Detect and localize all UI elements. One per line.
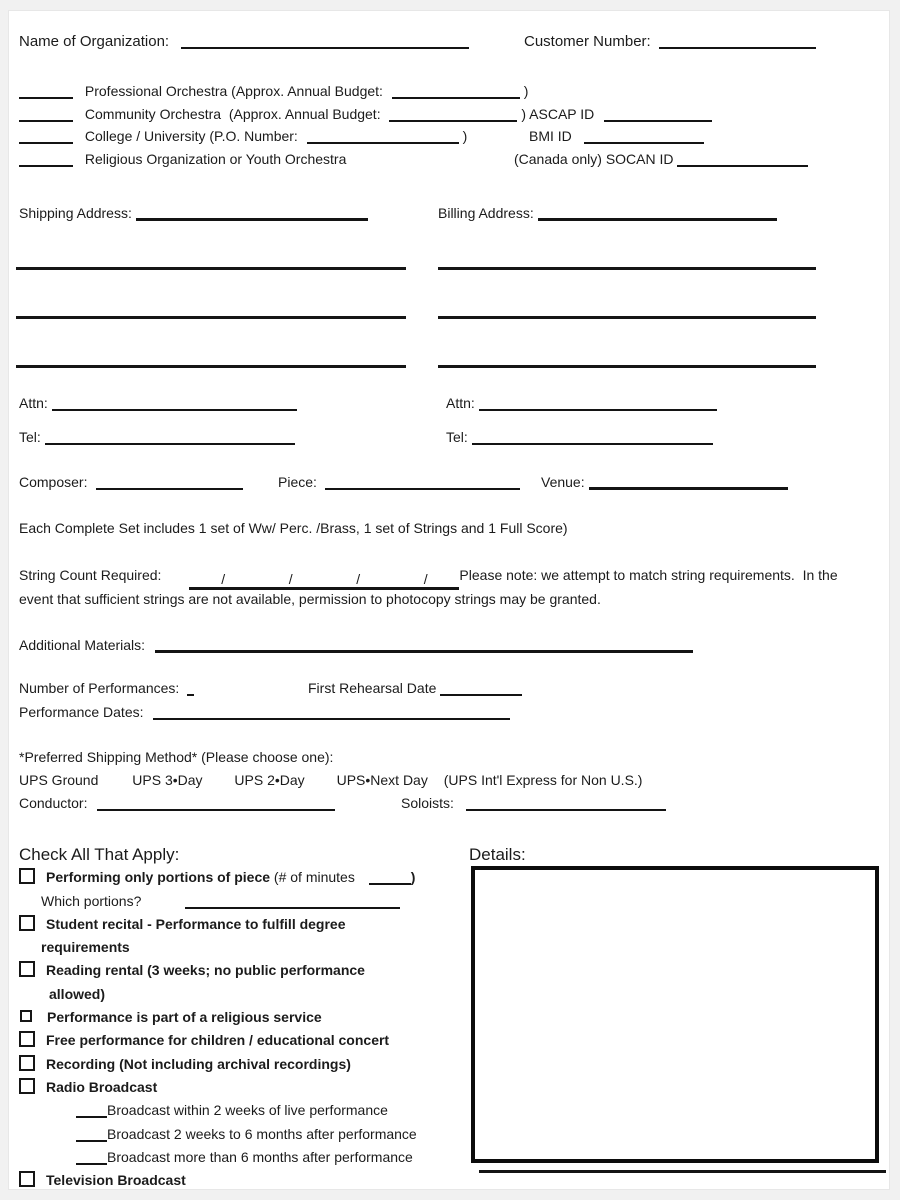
number-of-performances-field[interactable] xyxy=(187,681,194,696)
performance-dates-label: Performance Dates: xyxy=(19,704,144,720)
option-ups-intl-express: (UPS Int'l Express for Non U.S.) xyxy=(443,772,643,788)
item-performing-portions-label: Performing only portions of piece xyxy=(46,869,271,886)
additional-materials-label: Additional Materials: xyxy=(19,637,146,653)
tel-billing-group xyxy=(446,429,713,445)
item-television-broadcast-label: Television Broadcast xyxy=(46,1172,186,1189)
checkbox-student-recital[interactable] xyxy=(19,915,35,931)
shipping-method-title: *Preferred Shipping Method* (Please choose one): xyxy=(19,749,334,765)
item-free-performance-label: Free performance for children / educational concert xyxy=(46,1032,390,1049)
checklist-item-religious-service xyxy=(19,1006,467,1029)
college-close-paren: ) xyxy=(462,128,468,145)
first-rehearsal-date-field[interactable] xyxy=(440,681,522,696)
org-type-religious-row xyxy=(19,148,879,171)
attn-row xyxy=(19,395,879,411)
org-type-community-blank[interactable] xyxy=(19,107,73,122)
organization-name-field[interactable] xyxy=(181,34,469,49)
option-ups-next-day[interactable]: UPS•Next Day xyxy=(336,772,428,788)
first-rehearsal-group xyxy=(308,680,522,696)
org-type-college-blank[interactable] xyxy=(19,129,73,144)
piece-label: Piece: xyxy=(278,474,317,490)
billing-address-line-2[interactable] xyxy=(438,316,816,319)
minutes-label: (# of minutes xyxy=(273,869,355,886)
tel-row xyxy=(19,429,879,445)
broadcast-over-6months-blank[interactable] xyxy=(76,1150,107,1165)
checkbox-religious-service[interactable] xyxy=(20,1010,32,1022)
venue-group xyxy=(541,474,788,490)
conductor-field[interactable] xyxy=(97,796,335,811)
attn-shipping-field[interactable] xyxy=(52,396,297,411)
radio-broadcast-sub-1 xyxy=(19,1099,467,1122)
tel-billing-label: Tel: xyxy=(446,429,468,445)
details-box-shadow xyxy=(479,1170,886,1173)
performance-dates-row xyxy=(19,704,510,720)
header-row xyxy=(19,33,879,50)
broadcast-within-2-weeks-label: Broadcast within 2 weeks of live performance xyxy=(107,1102,388,1119)
checklist-item-reading-rental xyxy=(19,959,467,982)
customer-number-group xyxy=(524,33,816,50)
checklist-item-radio-broadcast xyxy=(19,1076,467,1099)
checklist-item-student-recital xyxy=(19,913,467,936)
org-type-college-row xyxy=(19,125,879,148)
checkbox-reading-rental[interactable] xyxy=(19,961,35,977)
broadcast-over-6months-label: Broadcast more than 6 months after performance xyxy=(107,1148,413,1165)
po-number-field[interactable] xyxy=(307,129,459,144)
string-count-field[interactable] xyxy=(189,571,459,590)
composer-label: Composer: xyxy=(19,474,88,490)
professional-close-paren: ) xyxy=(523,83,529,99)
bmi-id-label: BMI ID xyxy=(529,128,572,145)
bmi-id-field[interactable] xyxy=(584,129,704,144)
which-portions-row xyxy=(19,890,467,913)
string-note-line1: Please note: we attempt to match string requirements. In the xyxy=(459,567,838,583)
which-portions-field[interactable] xyxy=(185,894,400,909)
billing-address-line-3[interactable] xyxy=(438,365,816,368)
additional-materials-row xyxy=(19,637,693,653)
piece-group xyxy=(278,474,520,490)
string-count-row xyxy=(19,567,881,590)
bmi-id-group xyxy=(529,125,704,148)
org-type-section xyxy=(19,80,879,170)
billing-address-group xyxy=(438,205,777,221)
shipping-address-line-2[interactable] xyxy=(16,316,406,319)
conductor-soloists-row xyxy=(19,795,879,811)
broadcast-within-2-weeks-blank[interactable] xyxy=(76,1103,107,1118)
org-type-professional-blank[interactable] xyxy=(19,84,73,99)
shipping-address-field[interactable] xyxy=(136,205,368,221)
string-note-line2: event that sufficient strings are not available, permission to photocopy strings may be granted. xyxy=(19,591,601,607)
slash-divider: / xyxy=(423,571,428,587)
item-student-recital-label-cont: requirements xyxy=(41,939,130,956)
shipping-address-line-3[interactable] xyxy=(16,365,406,368)
org-type-professional-label: Professional Orchestra (Approx. Annual Budget: xyxy=(84,83,383,99)
composer-field[interactable] xyxy=(96,475,243,490)
minutes-close-paren: ) xyxy=(410,869,416,886)
soloists-group xyxy=(401,795,666,811)
checklist-item-free-performance xyxy=(19,1029,467,1052)
details-label: Details: xyxy=(469,845,526,864)
details-box[interactable] xyxy=(471,866,879,1163)
organization-name-label: Name of Organization: xyxy=(19,33,170,50)
shipping-address-line-1[interactable] xyxy=(16,267,406,270)
org-type-college-label: College / University (P.O. Number: xyxy=(84,128,298,145)
form-page xyxy=(8,10,890,1190)
complete-set-note: Each Complete Set includes 1 set of Ww/ Perc. /Brass, 1 set of Strings and 1 Full Score) xyxy=(19,520,568,536)
item-radio-broadcast-label: Radio Broadcast xyxy=(46,1078,158,1095)
checkbox-performing-portions[interactable] xyxy=(19,868,35,884)
ascap-id-field[interactable] xyxy=(604,107,712,122)
customer-number-label: Customer Number: xyxy=(524,33,651,50)
billing-address-label: Billing Address: xyxy=(438,205,534,221)
address-labels-row xyxy=(19,205,879,221)
piece-field[interactable] xyxy=(325,475,520,490)
shipping-address-label: Shipping Address: xyxy=(19,205,132,221)
billing-address-field[interactable] xyxy=(538,205,777,221)
item-reading-rental-label: Reading rental (3 weeks; no public performance xyxy=(46,962,365,979)
radio-broadcast-sub-3 xyxy=(19,1146,467,1169)
checkbox-television-broadcast[interactable] xyxy=(19,1171,35,1187)
venue-label: Venue: xyxy=(541,474,585,490)
radio-broadcast-sub-2 xyxy=(19,1123,467,1146)
community-budget-field[interactable] xyxy=(389,107,517,122)
tel-shipping-field[interactable] xyxy=(45,430,295,445)
billing-address-line-1[interactable] xyxy=(438,267,816,270)
option-ups-2day[interactable]: UPS 2•Day xyxy=(234,772,305,788)
checklist-title: Check All That Apply: xyxy=(19,845,180,864)
additional-materials-field[interactable] xyxy=(155,637,693,653)
item-reading-rental-label-cont: allowed) xyxy=(49,985,106,1002)
broadcast-2weeks-6months-label: Broadcast 2 weeks to 6 months after performance xyxy=(107,1125,417,1142)
ascap-id-label: ) ASCAP ID xyxy=(521,105,595,122)
option-ups-ground[interactable]: UPS Ground xyxy=(19,772,99,788)
org-type-professional-row xyxy=(19,80,879,103)
venue-field[interactable] xyxy=(589,474,788,490)
socan-id-label: (Canada only) SOCAN ID xyxy=(514,150,674,167)
option-ups-3day[interactable]: UPS 3•Day xyxy=(132,772,203,788)
checklist-item-television-broadcast xyxy=(19,1169,467,1192)
item-student-recital-label: Student recital - Performance to fulfill degree xyxy=(46,915,346,932)
which-portions-label: Which portions? xyxy=(41,892,142,909)
checklist-item-performing-portions xyxy=(19,866,467,889)
conductor-label: Conductor: xyxy=(19,795,88,811)
item-recording-label: Recording (Not including archival recordings) xyxy=(46,1055,351,1072)
attn-shipping-label: Attn: xyxy=(19,395,48,411)
org-type-religious-label: Religious Organization or Youth Orchestra xyxy=(84,150,347,167)
attn-billing-label: Attn: xyxy=(446,395,475,411)
checklist-section xyxy=(19,843,467,1192)
org-type-community-row xyxy=(19,103,879,126)
first-rehearsal-date-label: First Rehearsal Date xyxy=(308,680,437,696)
attn-billing-group xyxy=(446,395,717,411)
professional-budget-field[interactable] xyxy=(392,84,520,99)
item-religious-service-label: Performance is part of a religious service xyxy=(47,1009,322,1026)
customer-number-field[interactable] xyxy=(659,34,816,49)
work-row xyxy=(19,474,879,490)
shipping-method-options xyxy=(19,772,642,788)
attn-billing-field[interactable] xyxy=(479,396,717,411)
slash-divider: / xyxy=(356,571,361,587)
checkbox-free-performance[interactable] xyxy=(19,1031,35,1047)
checkbox-radio-broadcast[interactable] xyxy=(19,1078,35,1094)
org-type-community-label: Community Orchestra (Approx. Annual Budget: xyxy=(84,105,381,122)
tel-billing-field[interactable] xyxy=(472,430,713,445)
tel-shipping-label: Tel: xyxy=(19,429,41,445)
soloists-field[interactable] xyxy=(466,796,666,811)
socan-id-group xyxy=(514,148,808,171)
slash-divider: / xyxy=(221,571,226,587)
string-count-label: String Count Required: xyxy=(19,567,162,583)
slash-divider: / xyxy=(288,571,293,587)
minutes-field[interactable] xyxy=(369,870,411,885)
performances-row xyxy=(19,680,879,696)
checkbox-recording[interactable] xyxy=(19,1055,35,1071)
broadcast-2weeks-6months-blank[interactable] xyxy=(76,1127,107,1142)
org-type-religious-blank[interactable] xyxy=(19,152,73,167)
socan-id-field[interactable] xyxy=(677,152,808,167)
soloists-label: Soloists: xyxy=(401,795,454,811)
checklist-item-recording xyxy=(19,1053,467,1076)
number-of-performances-label: Number of Performances: xyxy=(19,680,180,696)
performance-dates-field[interactable] xyxy=(153,705,510,720)
